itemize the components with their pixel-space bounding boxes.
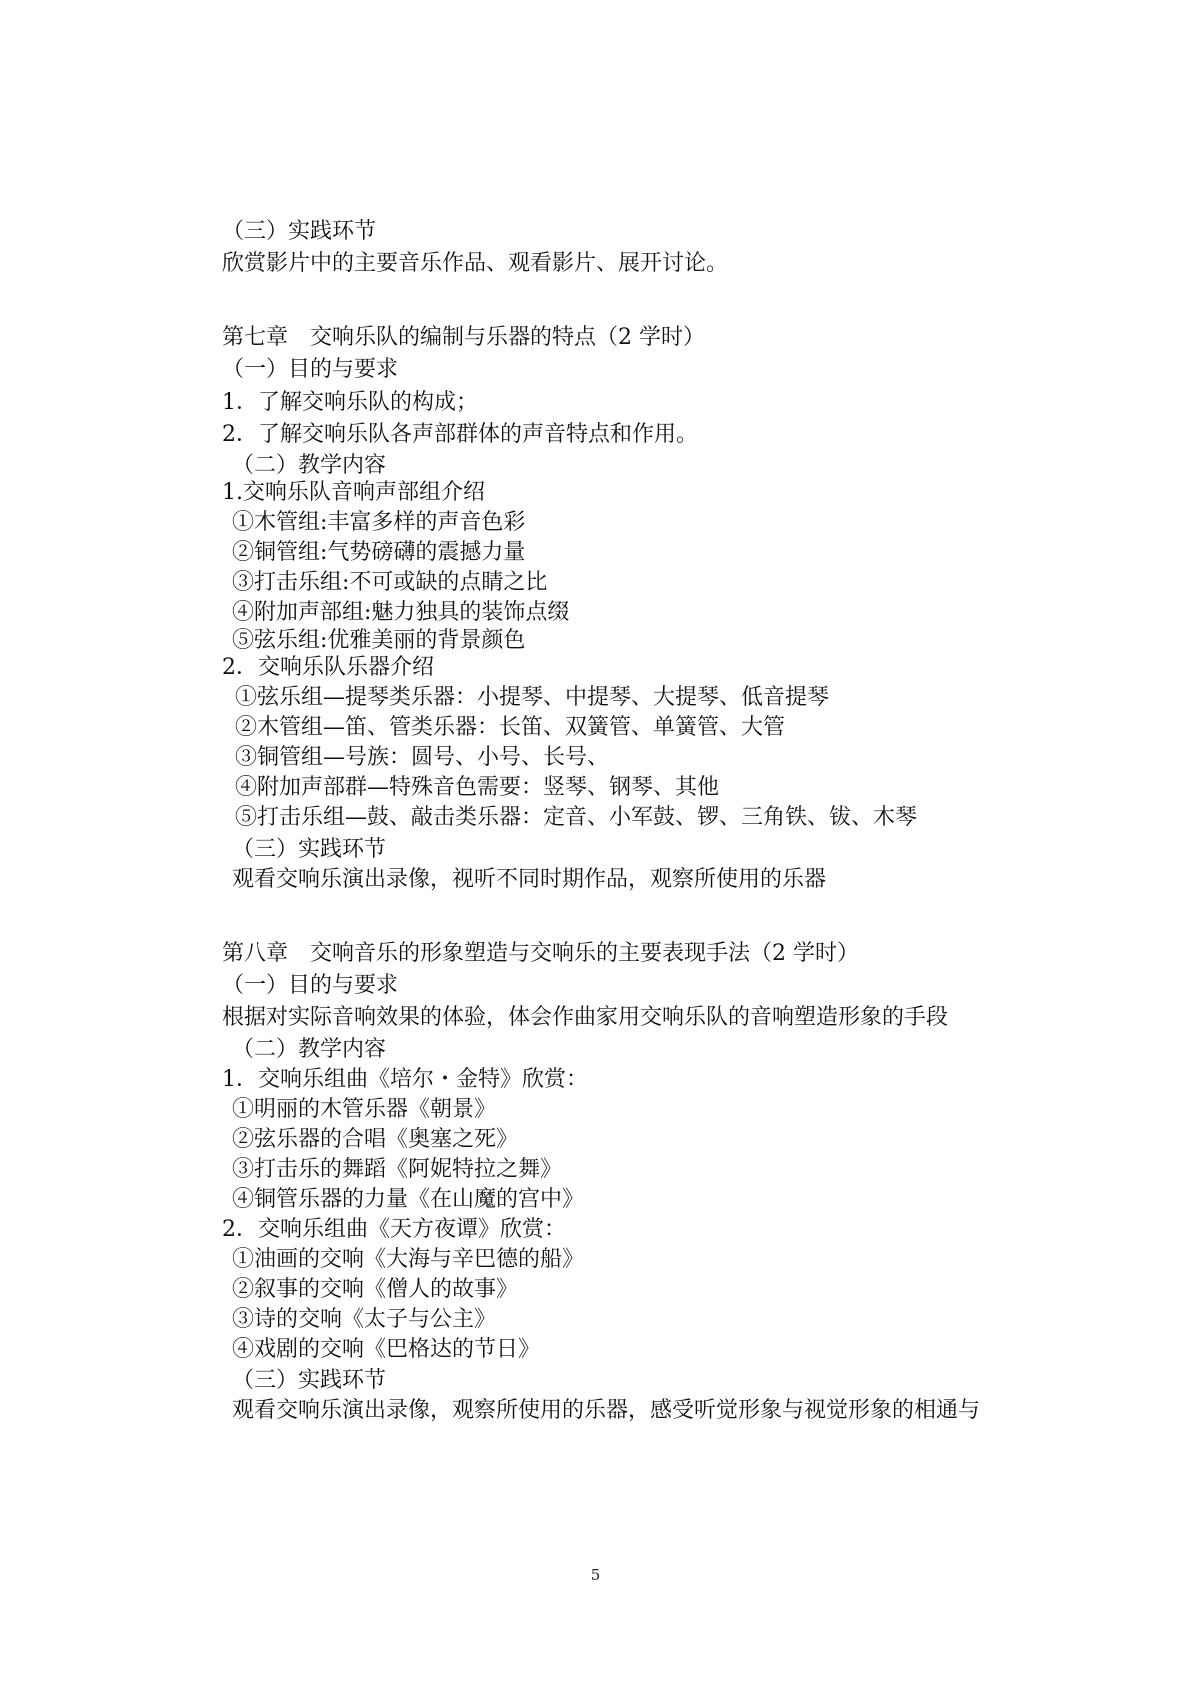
- sub-list-item: ①木管组:丰富多样的声音色彩: [232, 510, 526, 535]
- list-item: 1．交响乐组曲《培尔・金特》欣赏：: [222, 1067, 588, 1092]
- body-text: 观看交响乐演出录像，视听不同时期作品，观察所使用的乐器: [232, 867, 827, 892]
- section-heading-practice: （三）实践环节: [232, 837, 387, 862]
- sub-list-item: ④附加声部组:魅力独具的装饰点缀: [232, 600, 570, 625]
- sub-list-item: ③铜管组—号族：圆号、小号、长号、: [235, 745, 610, 770]
- sub-list-item: ②叙事的交响《僧人的故事》: [232, 1277, 519, 1302]
- list-item: 1．了解交响乐队的构成；: [222, 390, 478, 415]
- chapter-8-title: 第八章 交响音乐的形象塑造与交响乐的主要表现手法（2 学时）: [222, 941, 859, 966]
- sub-list-item: ⑤打击乐组—鼓、敲击类乐器：定音、小军鼓、锣、三角铁、钹、木琴: [235, 805, 918, 830]
- sub-list-item: ⑤弦乐组:优雅美丽的背景颜色: [232, 628, 526, 653]
- section-heading-content: （二）教学内容: [232, 1037, 387, 1062]
- sub-list-item: ④戏剧的交响《巴格达的节日》: [232, 1337, 541, 1362]
- sub-list-item: ①弦乐组—提琴类乐器：小提琴、中提琴、大提琴、低音提琴: [235, 685, 830, 710]
- page-number: 5: [590, 1566, 601, 1584]
- list-item: 1.交响乐队音响声部组介绍: [222, 480, 485, 505]
- chapter-7-title: 第七章 交响乐队的编制与乐器的特点（2 学时）: [222, 325, 705, 350]
- section-heading-practice: （三）实践环节: [222, 219, 377, 244]
- sub-list-item: ①油画的交响《大海与辛巴德的船》: [232, 1247, 585, 1272]
- sub-list-item: ④附加声部群—特殊音色需要：竖琴、钢琴、其他: [235, 775, 720, 800]
- sub-list-item: ②木管组—笛、管类乐器：长笛、双簧管、单簧管、大管: [235, 715, 786, 740]
- sub-list-item: ②弦乐器的合唱《奥塞之死》: [232, 1127, 519, 1152]
- body-text: 观看交响乐演出录像，观察所使用的乐器，感受听觉形象与视觉形象的相通与: [232, 1398, 981, 1423]
- sub-list-item: ④铜管乐器的力量《在山魔的宫中》: [232, 1187, 585, 1212]
- sub-list-item: ③打击乐的舞蹈《阿妮特拉之舞》: [232, 1157, 563, 1182]
- list-item: 2．交响乐组曲《天方夜谭》欣赏：: [222, 1217, 566, 1242]
- list-item: 2．了解交响乐队各声部群体的声音特点和作用。: [222, 422, 698, 447]
- section-heading-content: （二）教学内容: [232, 453, 387, 478]
- section-heading-practice: （三）实践环节: [232, 1368, 387, 1393]
- list-item: 2．交响乐队乐器介绍: [222, 655, 434, 680]
- sub-list-item: ③诗的交响《太子与公主》: [232, 1307, 497, 1332]
- section-heading-goals: （一）目的与要求: [222, 357, 399, 382]
- sub-list-item: ①明丽的木管乐器《朝景》: [232, 1097, 497, 1122]
- body-text: 根据对实际音响效果的体验，体会作曲家用交响乐队的音响塑造形象的手段: [222, 1005, 949, 1030]
- section-heading-goals: （一）目的与要求: [222, 973, 399, 998]
- body-text: 欣赏影片中的主要音乐作品、观看影片、展开讨论。: [222, 251, 729, 276]
- sub-list-item: ③打击乐组:不可或缺的点睛之比: [232, 570, 548, 595]
- sub-list-item: ②铜管组:气势磅礴的震撼力量: [232, 540, 526, 565]
